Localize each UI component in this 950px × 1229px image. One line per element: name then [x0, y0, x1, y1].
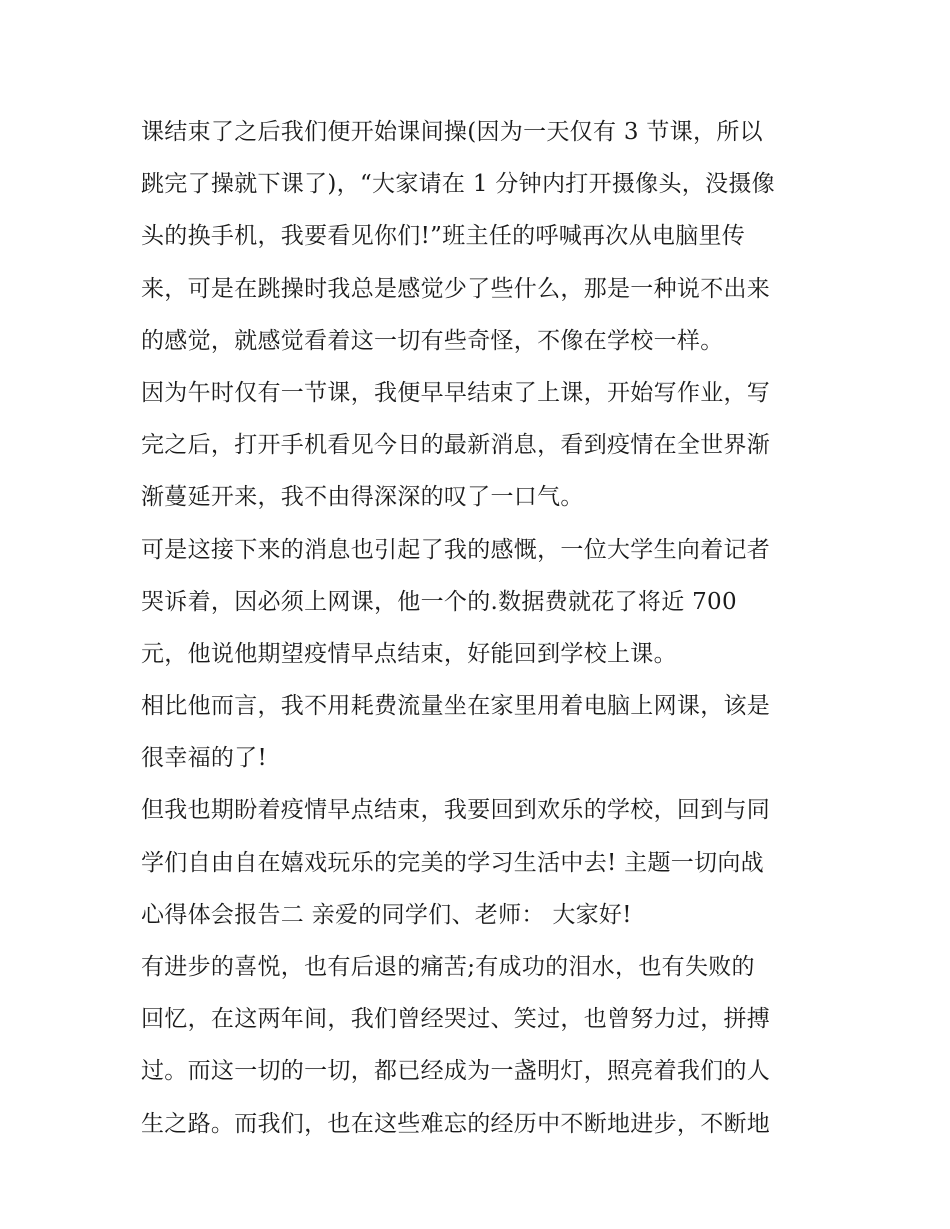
text-line: 完之后，打开手机看见今日的最新消息，看到疫情在全世界渐 — [141, 432, 771, 459]
text-line: 来，可是在跳操时我总是感觉少了些什么，那是一种说不出来 — [141, 275, 771, 302]
text-line: 元，他说他期望疫情早点结束，好能回到学校上课。 — [141, 640, 677, 667]
text-line: 头的换手机，我要看见你们!”班主任的呼喊再次从电脑里传 — [141, 223, 746, 250]
text-line: 课结束了之后我们便开始课间操(因为一天仅有 3 节课，所以 — [141, 119, 763, 145]
text-line: 心得体会报告二 亲爱的同学们、老师： 大家好! — [141, 901, 632, 928]
text-line: 但我也期盼着疫情早点结束，我要回到欢乐的学校，回到与同 — [141, 797, 771, 824]
text-line: 有进步的喜悦，也有后退的痛苦;有成功的泪水，也有失败的 — [141, 954, 755, 980]
text-line: 相比他而言，我不用耗费流量坐在家里用着电脑上网课，该是 — [141, 693, 771, 720]
text-line: 跳完了操就下课了)，“大家请在 1 分钟内打开摄像头，没摄像 — [141, 171, 775, 198]
text-line: 可是这接下来的消息也引起了我的感慨，一位大学生向着记者 — [141, 536, 771, 563]
text-line: 生之路。而我们，也在这些难忘的经历中不断地进步，不断地 — [141, 1110, 771, 1137]
text-line: 因为午时仅有一节课，我便早早结束了上课，开始写作业，写 — [141, 379, 771, 406]
text-line: 哭诉着，因必须上网课，他一个的.数据费就花了将近 700 — [141, 588, 737, 615]
text-line: 回忆，在这两年间，我们曾经哭过、笑过，也曾努力过，拼搏 — [141, 1006, 771, 1033]
text-line: 很幸福的了! — [141, 745, 268, 772]
text-line: 学们自由自在嬉戏玩乐的完美的学习生活中去! 主题一切向战 — [141, 849, 764, 876]
text-line: 的感觉，就感觉看着这一切有些奇怪，不像在学校一样。 — [141, 327, 724, 354]
text-line: 渐蔓延开来，我不由得深深的叹了一口气。 — [141, 484, 584, 511]
text-line: 过。而这一切的一切，都已经成为一盏明灯，照亮着我们的人 — [141, 1058, 771, 1085]
body-text — [141, 106, 831, 1150]
